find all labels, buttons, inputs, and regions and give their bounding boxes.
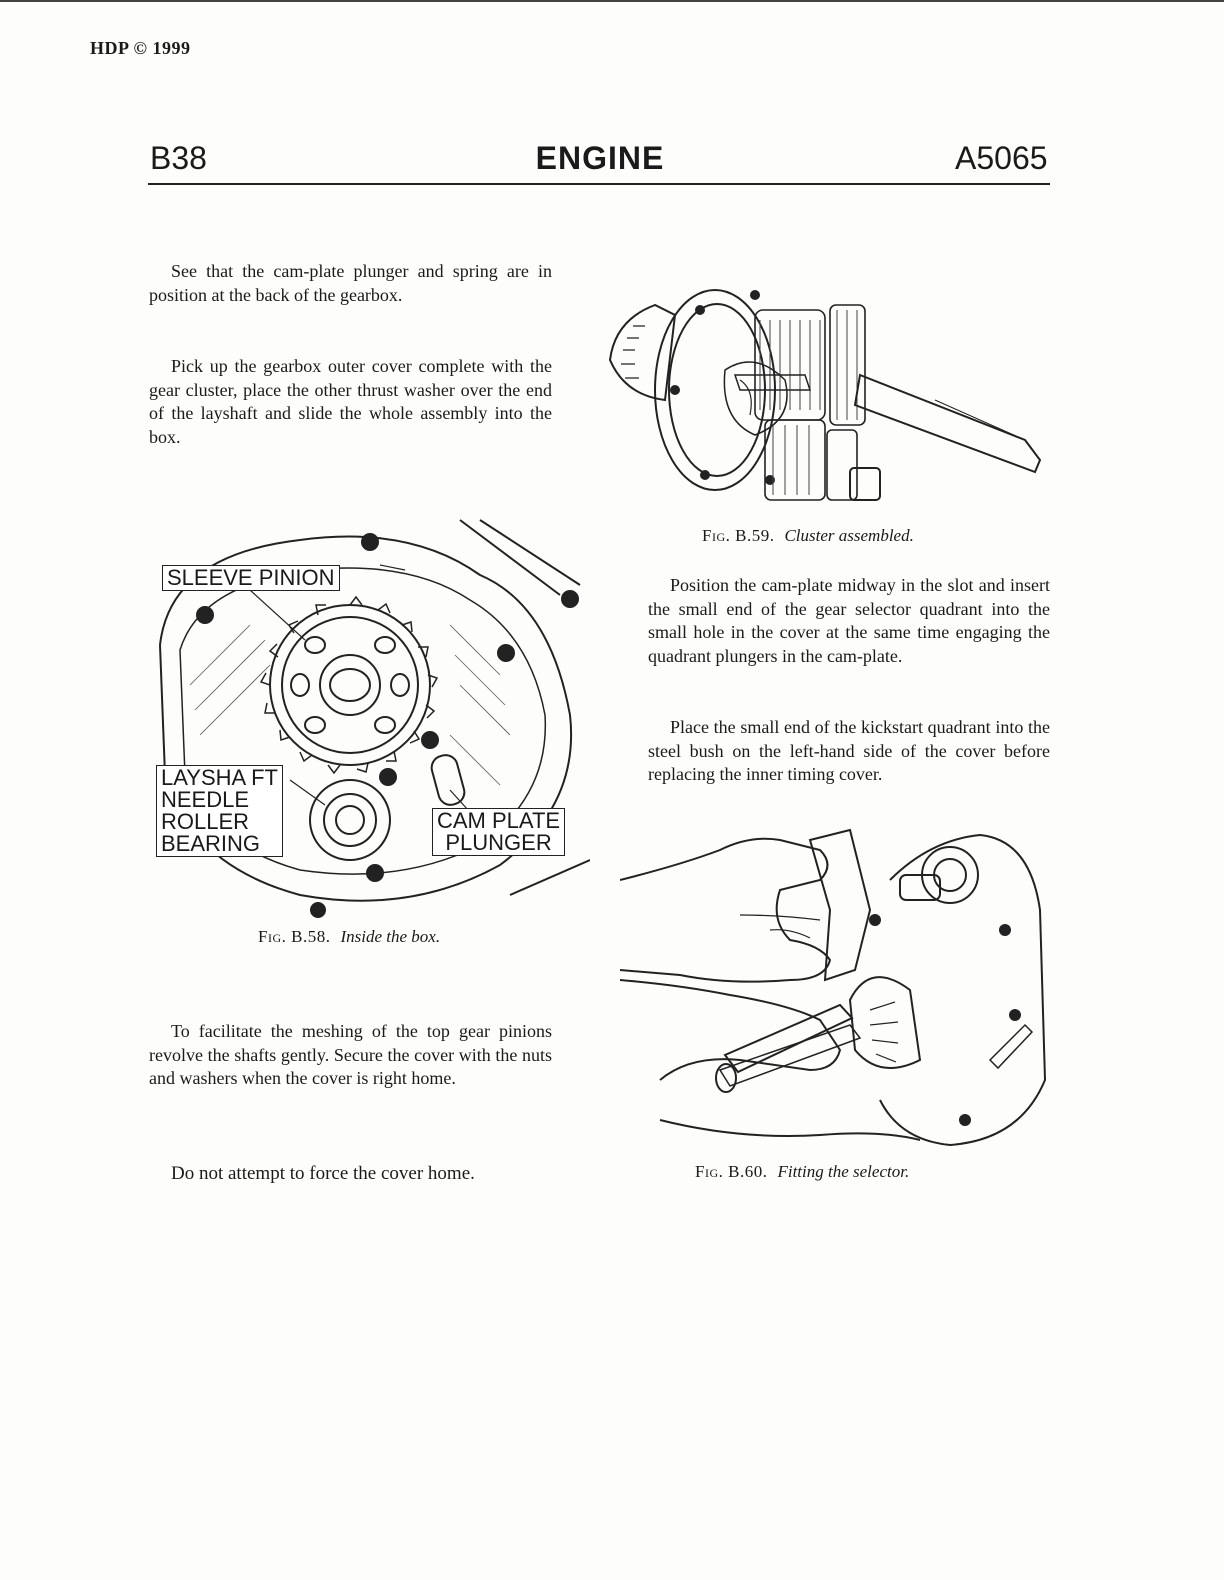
caption-b60-number: Fig. B.60.: [695, 1162, 768, 1181]
paragraph-kickstart-quadrant: Place the small end of the kickstart quadrant into the steel bush on the left-hand side of the cover before replacing the inner timing cover.: [648, 717, 1050, 784]
paragraph-meshing: To facilitate the meshing of the top gear pinions revolve the shafts gently. Secure the cover with the nuts and washers when the cover is right home.: [149, 1021, 552, 1088]
page-number: B38: [150, 140, 207, 176]
label-cam-plate-plunger: CAM PLATE PLUNGER: [432, 808, 565, 856]
gear-cluster-illustration: [605, 280, 1055, 515]
label-layshaft-needle-roller-bearing: LAYSHA FT NEEDLE ROLLER BEARING: [156, 765, 283, 857]
copyright-stamp: HDP © 1999: [90, 38, 191, 58]
caption-b59-title: Cluster assembled.: [784, 526, 914, 545]
caption-b58: [258, 927, 440, 947]
caption-b59: [702, 526, 914, 546]
paragraph-outer-cover: Pick up the gearbox outer cover complete with the gear cluster, place the other thrust washer over the end of the layshaft and slide the whole assembly into the box.: [149, 356, 552, 447]
header-rule: [148, 183, 1050, 185]
figure-b60-fitting-selector: [620, 820, 1050, 1155]
page-title: ENGINE: [535, 140, 665, 176]
paragraph-camplate-plunger: See that the cam-plate plunger and spring are in position at the back of the gearbox.: [149, 261, 552, 305]
paragraph-position-camplate: Position the cam-plate midway in the slot and insert the small end of the gear selector quadrant into the small hole in the cover at the same time engaging the quadrant plungers in the cam-plate.: [648, 575, 1050, 666]
caption-b58-title: Inside the box.: [340, 927, 441, 946]
caption-b60: [695, 1162, 909, 1182]
fitting-selector-illustration: [620, 820, 1050, 1155]
caption-b58-number: Fig. B.58.: [258, 927, 331, 946]
figure-b58-inside-box: [150, 515, 590, 920]
paragraph-do-not-force: Do not attempt to force the cover home.: [171, 1163, 475, 1184]
part-number: A5065: [955, 140, 1048, 176]
label-sleeve-pinion: SLEEVE PINION: [162, 565, 340, 591]
top-border-line: [0, 0, 1224, 2]
caption-b59-number: Fig. B.59.: [702, 526, 775, 545]
figure-b59-cluster-assembled: [605, 280, 1055, 515]
caption-b60-title: Fitting the selector.: [777, 1162, 910, 1181]
